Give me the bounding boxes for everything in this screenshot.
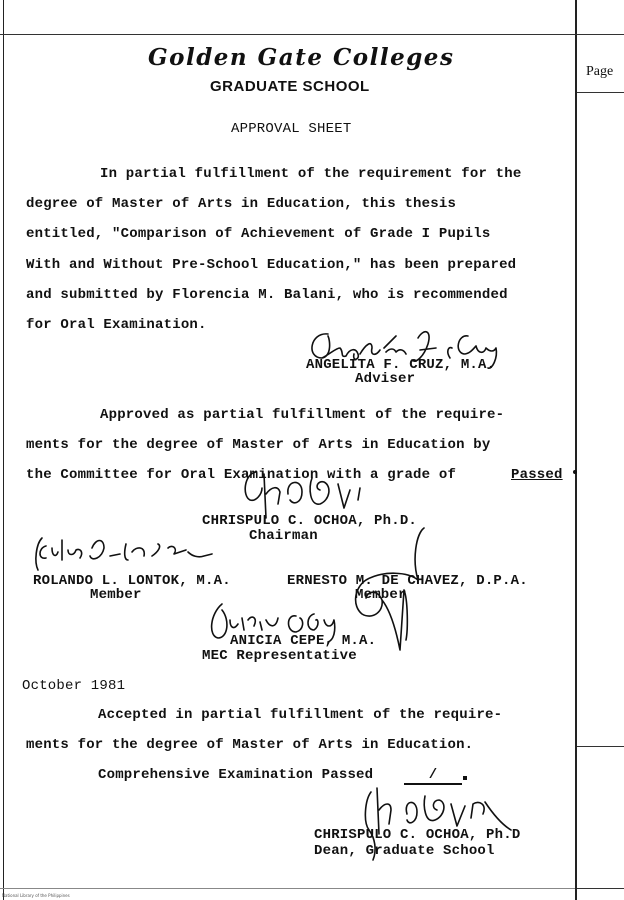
adviser-role: Adviser <box>355 371 416 387</box>
para1-line1: In partial fulfillment of the requirement for the <box>100 166 522 182</box>
comp-exam-label: Comprehensive Examination Passed <box>98 767 374 783</box>
sheet-title: APPROVAL SHEET <box>231 121 352 137</box>
college-name: Golden Gate Colleges <box>148 44 455 71</box>
chairman-name: CHRISPULO C. OCHOA, Ph.D. <box>202 513 418 529</box>
page-label: Page <box>586 64 614 79</box>
member1-role: Member <box>90 587 142 603</box>
para1-line3: entitled, "Comparison of Achievement of Grade I Pupils <box>26 226 491 242</box>
school-name: GRADUATE SCHOOL <box>210 78 370 95</box>
para2-line1: Approved as partial fulfillment of the require- <box>100 407 505 423</box>
para2-line2: ments for the degree of Master of Arts in Education by <box>26 437 491 453</box>
margin-rule-2 <box>577 746 624 747</box>
margin-rule-1 <box>577 92 624 93</box>
grade-period-mark <box>573 470 577 474</box>
member2-name: ERNESTO M. DE CHAVEZ, D.P.A. <box>287 573 528 589</box>
comp-exam-mark: / <box>404 767 462 785</box>
para1-line6: for Oral Examination. <box>26 317 207 333</box>
chairman-role: Chairman <box>249 528 318 544</box>
right-border-line <box>575 0 577 900</box>
member1-signature <box>28 526 228 576</box>
para2-line3: the Committee for Oral Examination with a grade of <box>26 467 457 483</box>
top-rule <box>0 34 624 35</box>
para3-line1: Accepted in partial fulfillment of the require- <box>98 707 503 723</box>
para1-line5: and submitted by Florencia M. Balani, who is recommended <box>26 287 508 303</box>
dean-role: Dean, Graduate School <box>314 843 495 859</box>
para1-line2: degree of Master of Arts in Education, this thesis <box>26 196 457 212</box>
para1-line4: With and Without Pre-School Education," has been prepared <box>26 257 517 273</box>
left-border-line <box>3 0 4 900</box>
grade-value: Passed <box>511 467 563 483</box>
adviser-name: ANGELITA F. CRUZ, M.A. <box>306 357 496 373</box>
dean-name: CHRISPULO C. OCHOA, Ph.D <box>314 827 521 843</box>
member2-role: Member <box>355 587 407 603</box>
member1-name: ROLANDO L. LONTOK, M.A. <box>33 573 231 589</box>
bottom-rule <box>0 888 575 889</box>
mec-name: ANICIA CEPE, M.A. <box>230 633 377 649</box>
footer-text: National Library of the Philippines <box>2 893 70 898</box>
margin-rule-3 <box>577 888 624 889</box>
para3-line2: ments for the degree of Master of Arts in Education. <box>26 737 474 753</box>
mec-role: MEC Representative <box>202 648 357 664</box>
date: October 1981 <box>22 678 126 694</box>
